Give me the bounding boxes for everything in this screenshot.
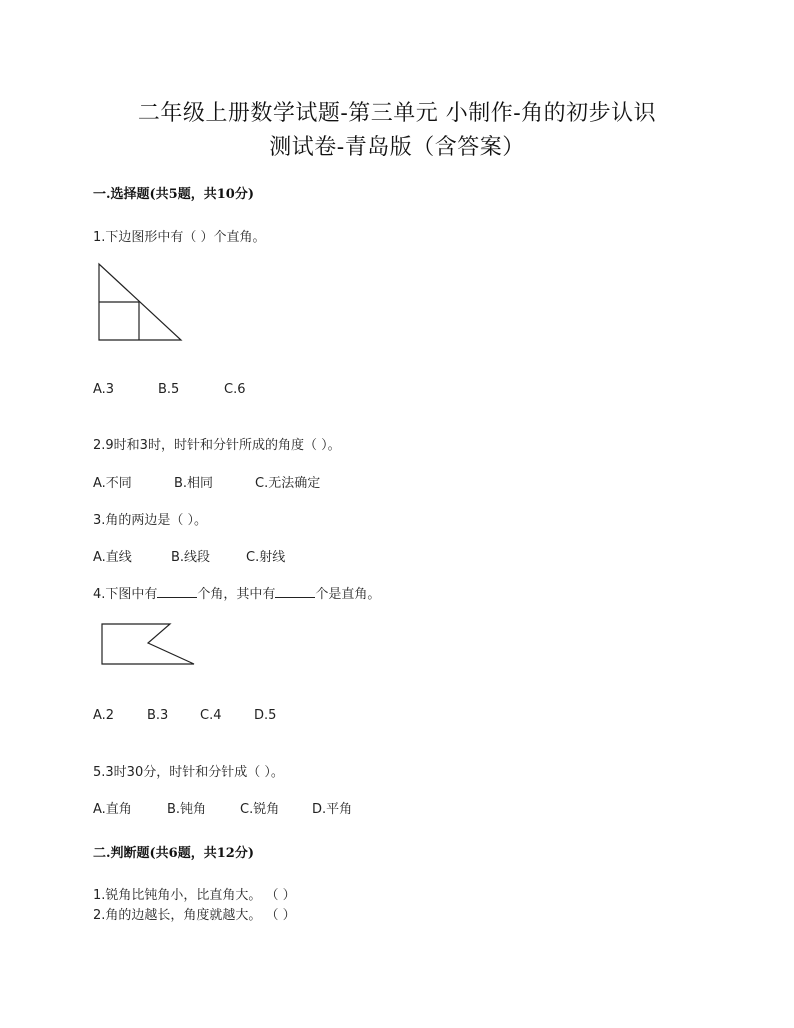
question-2-text: 2.9时和3时，时针和分针所成的角度（ ）。 [93,438,341,453]
answer-blank-1[interactable] [157,585,197,598]
option-a[interactable]: A.2 [93,708,115,723]
question-4-part-2: 个角，其中有 [197,587,276,602]
section-heading-choice: 一.选择题(共5题，共10分) [93,187,254,202]
option-b[interactable]: B.钝角 [167,802,207,817]
option-b[interactable]: B.线段 [171,550,211,565]
option-c[interactable]: C.4 [200,708,222,723]
document-title-line-2: 测试卷-青岛版（含答案） [269,135,525,160]
option-c[interactable]: C.锐角 [240,802,280,817]
option-c[interactable]: C.射线 [246,550,286,565]
answer-blank-2[interactable] [275,585,315,598]
question-5-text: 5.3时30分，时针和分针成（ ）。 [93,765,284,780]
section-heading-judgement: 二.判断题(共6题，共12分) [93,846,254,861]
q1-triangle-figure [96,262,186,344]
option-a[interactable]: A.不同 [93,476,132,491]
option-b[interactable]: B.5 [158,382,180,397]
judgement-2-text: 2.角的边越长，角度就越大。 （ ） [93,908,296,923]
option-c[interactable]: C.无法确定 [255,476,321,491]
option-b[interactable]: B.相同 [174,476,214,491]
question-4-text [93,583,380,602]
option-d[interactable]: D.5 [254,708,277,723]
option-c[interactable]: C.6 [224,382,246,397]
question-3-text: 3.角的两边是（ ）。 [93,513,208,528]
question-1-text: 1.下边图形中有（ ）个直角。 [93,230,266,245]
option-a[interactable]: A.3 [93,382,115,397]
question-4-part-1: 4.下图中有 [93,587,158,602]
question-4-part-3: 个是直角。 [315,587,381,602]
option-a[interactable]: A.直线 [93,550,132,565]
document-title-line-1: 二年级上册数学试题-第三单元 小制作-角的初步认识 [137,101,657,126]
option-a[interactable]: A.直角 [93,802,132,817]
q4-notched-shape-figure [98,621,198,669]
option-b[interactable]: B.3 [147,708,169,723]
option-d[interactable]: D.平角 [312,802,353,817]
judgement-1-text: 1.锐角比钝角小，比直角大。 （ ） [93,888,296,903]
